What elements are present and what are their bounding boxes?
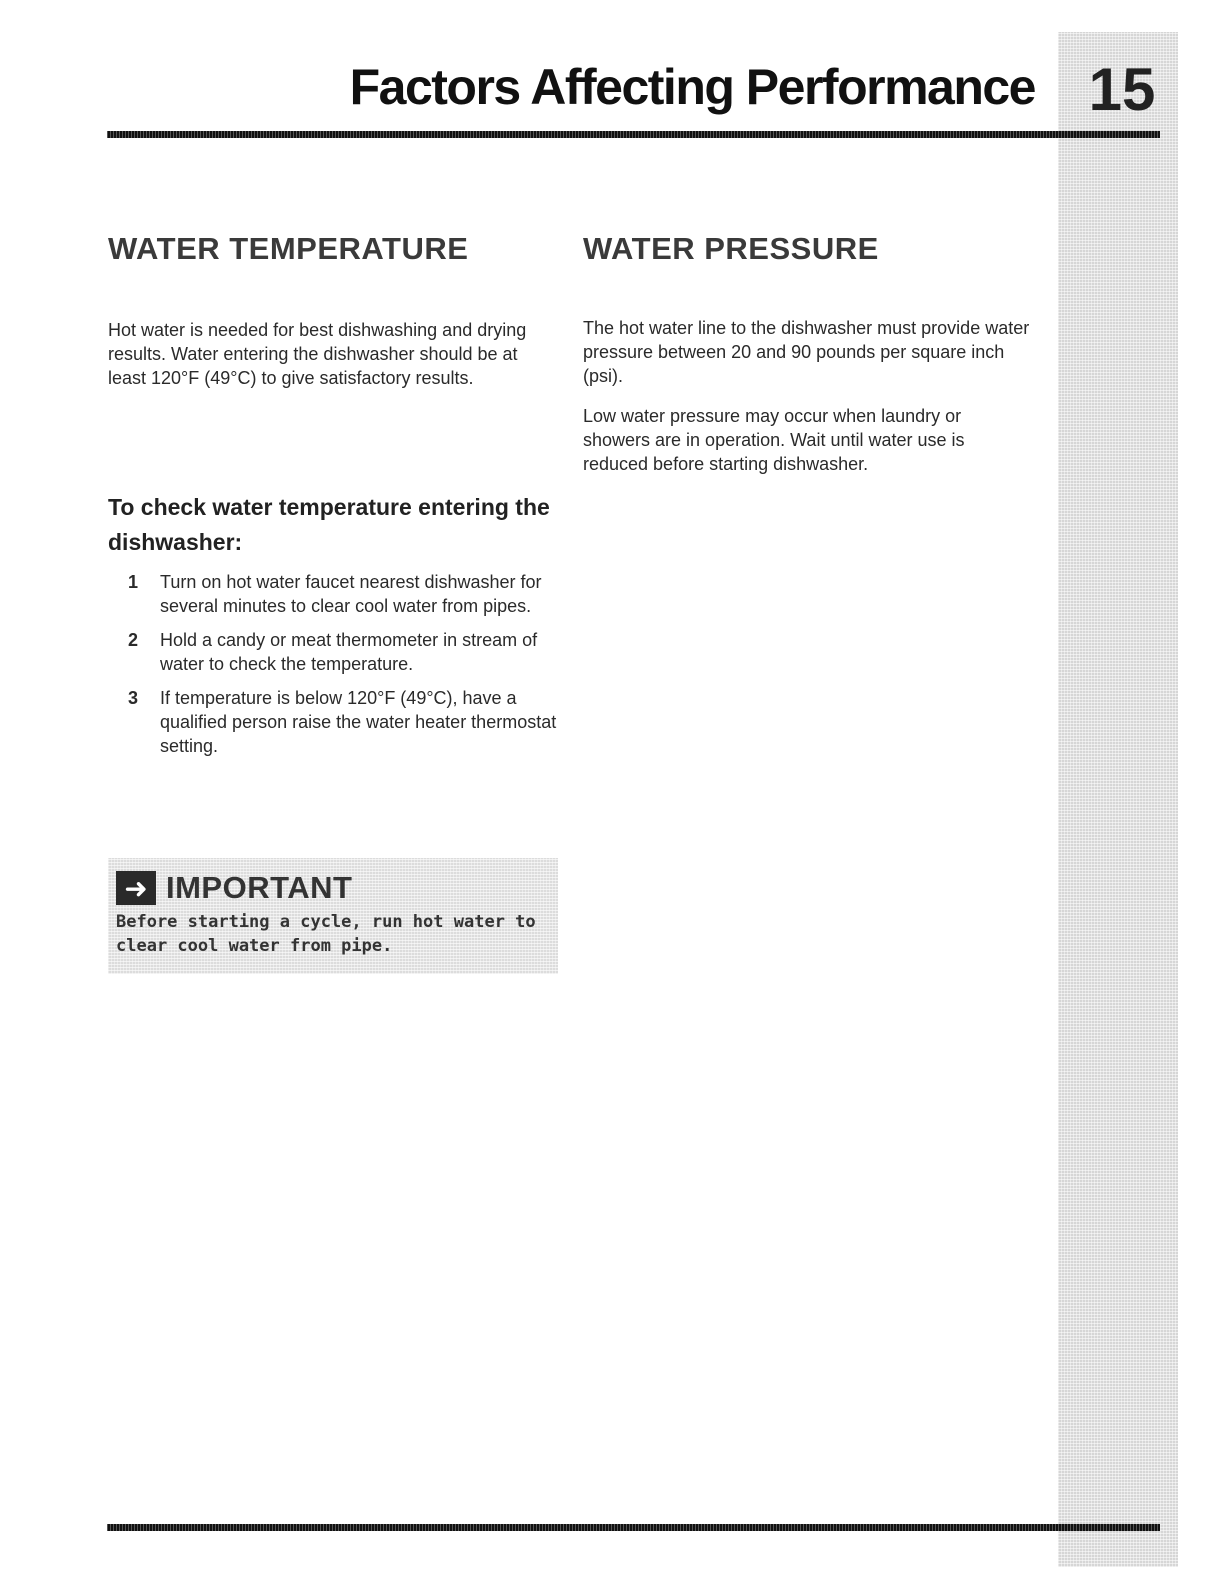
water-temperature-body: Hot water is needed for best dishwashing and drying results. Water entering the dishwasher should be at least 120°F (49°C) to give satisfactory results.	[108, 320, 527, 388]
step-text: Turn on hot water faucet nearest dishwasher for several minutes to clear cool water from pipes.	[160, 572, 542, 616]
water-pressure-heading: WATER PRESSURE	[583, 231, 879, 266]
water-temperature-heading: WATER TEMPERATURE	[108, 231, 469, 266]
list-item	[128, 686, 558, 758]
important-header	[116, 870, 352, 906]
important-text: Before starting a cycle, run hot water to clear cool water from pipe.	[116, 912, 536, 956]
important-callout	[108, 858, 558, 974]
page-title: Factors Affecting Performance	[349, 59, 1035, 115]
list-item	[128, 570, 558, 618]
arrow-right-icon: ➜	[116, 871, 156, 905]
step-text: If temperature is below 120°F (49°C), have a qualified person raise the water heater thermostat setting.	[160, 688, 557, 756]
step-number: 2	[128, 630, 139, 650]
water-pressure-paragraph-2: Low water pressure may occur when laundry or showers are in operation. Wait until water use is reduced before starting dishwasher.	[583, 406, 965, 474]
side-tab	[1058, 32, 1178, 1567]
step-text: Hold a candy or meat thermometer in stream of water to check the temperature.	[160, 630, 538, 674]
list-item	[128, 628, 558, 676]
step-number: 1	[128, 572, 139, 592]
important-label: IMPORTANT	[166, 870, 353, 905]
step-number: 3	[128, 688, 139, 708]
top-rule	[107, 131, 1160, 138]
bottom-rule	[107, 1524, 1160, 1531]
check-temperature-subheading: To check water temperature entering the dishwasher:	[108, 494, 550, 555]
water-pressure-paragraph-1: The hot water line to the dishwasher must provide water pressure between 20 and 90 pounds per square inch (psi).	[583, 318, 1030, 386]
steps-list	[128, 570, 558, 768]
page-number: 15	[1088, 56, 1156, 123]
